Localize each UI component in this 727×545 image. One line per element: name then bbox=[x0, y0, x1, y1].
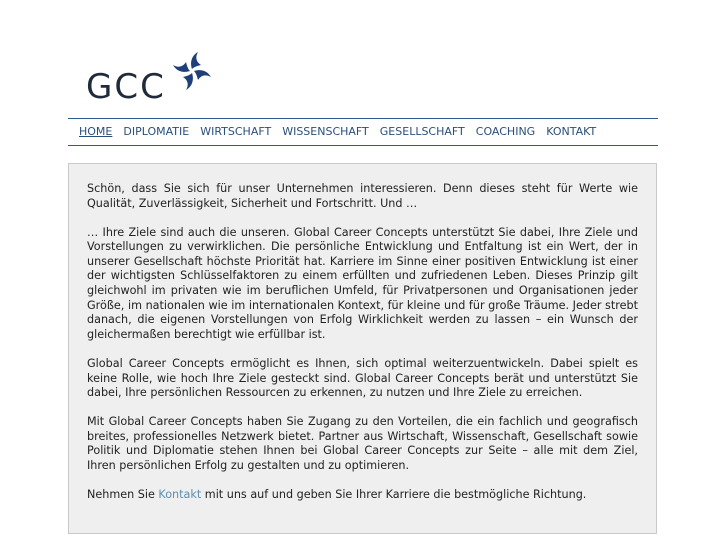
nav-item-home[interactable]: HOME bbox=[79, 125, 113, 138]
nav-item-gesellschaft[interactable]: GESELLSCHAFT bbox=[379, 125, 465, 138]
contact-paragraph bbox=[87, 488, 638, 503]
network-paragraph: Mit Global Career Concepts haben Sie Zugang zu den Vorteilen, die ein fachlich und geografisch breites, professionelles Netzwerk bietet. Partner aus Wirtschaft, Wissenschaft, Gesellschaft sowie Politik und Diplomatie stehen Ihnen bei Global Career Concepts zur Seite – alle mit dem Ziel, Ihren persönlichen Erfolg zu gestalten und zu optimieren. bbox=[87, 415, 638, 472]
content-panel bbox=[68, 163, 657, 534]
goals-paragraph: … Ihre Ziele sind auch die unseren. Global Career Concepts unterstützt Sie dabei, Ihre Ziele und Vorstellungen zu verwirklichen. Die persönliche Entwicklung und Entfaltung ist ein Wert, der in unserer Gesellschaft höchste Priorität hat. Karriere im Sinne einer positiven Entwicklung ist einer der wichtigsten Schlüsselfaktoren zu einem erfüllten und zufriedenen Leben. Dieses Prinzip gilt gleichwohl im privaten wie im beruflichen Umfeld, für Privatpersonen und Organisationen jeder Größe, im nationalen wie im internationalen Kontext, für kleine und für große Träume. Jeder strebt danach, die eigenen Vorstellungen von Erfolg Wirklichkeit werden zu lassen – ein Wunsch der gleichermaßen berechtigt wie erfüllbar ist. bbox=[87, 225, 638, 341]
nav-list bbox=[68, 119, 658, 145]
development-paragraph: Global Career Concepts ermöglicht es Ihnen, sich optimal weiterzuentwickeln. Dabei spielt es keine Rolle, wie hoch Ihre Ziele gesteckt sind. Global Career Concepts berät und unterstützt Sie dabei, Ihre persönlichen Ressourcen zu erkennen, zu nutzen und Ihre Ziele zu erreichen. bbox=[87, 356, 638, 400]
site-logo[interactable] bbox=[86, 49, 214, 108]
contact-link[interactable]: Kontakt bbox=[158, 488, 202, 502]
contact-text-after: mit uns auf und geben Sie Ihrer Karriere die bestmögliche Richtung. bbox=[201, 488, 587, 502]
main-navigation bbox=[68, 118, 658, 146]
intro-paragraph: Schön, dass Sie sich für unser Unternehmen interessieren. Denn dieses steht für Werte wie Qualität, Zuverlässigkeit, Sicherheit und Fortschritt. Und … bbox=[87, 182, 638, 210]
contact-text-before: Nehmen Sie bbox=[87, 488, 159, 502]
pinwheel-logo-icon bbox=[170, 49, 214, 93]
logo-text: GCC bbox=[86, 67, 166, 107]
nav-item-coaching[interactable]: COACHING bbox=[475, 125, 536, 138]
nav-item-kontakt[interactable]: KONTAKT bbox=[546, 125, 597, 138]
nav-item-wissenschaft[interactable]: WISSENSCHAFT bbox=[282, 125, 369, 138]
nav-item-wirtschaft[interactable]: WIRTSCHAFT bbox=[200, 125, 272, 138]
nav-item-diplomatie[interactable]: DIPLOMATIE bbox=[123, 125, 190, 138]
